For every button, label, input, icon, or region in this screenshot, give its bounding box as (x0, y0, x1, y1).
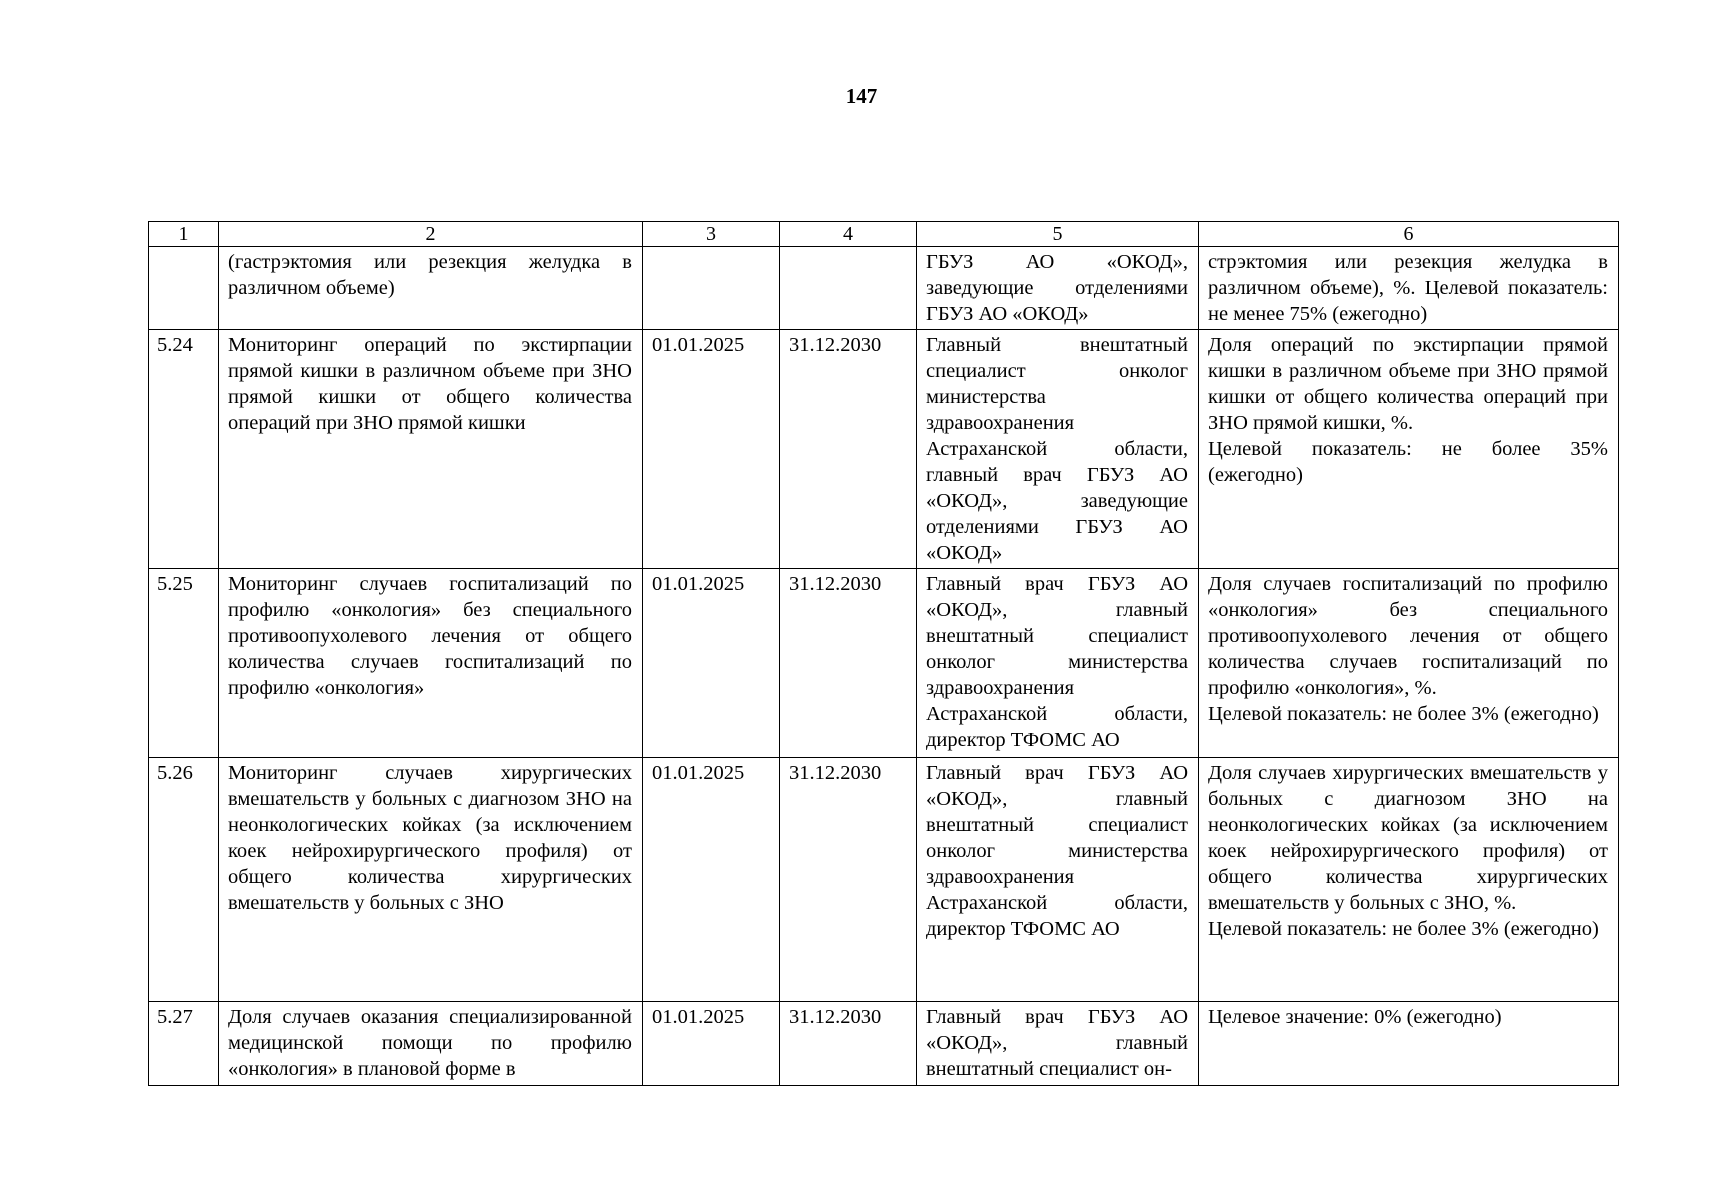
column-header: 2 (219, 222, 643, 247)
end-date (780, 247, 917, 330)
responsible-cell: Главный врач ГБУЗ АО «ОКОД», главный внештатный специалист он- (917, 1002, 1199, 1086)
table-header-row (149, 222, 1619, 247)
indicator-text: Доля случаев хирургических вмешательств у больных с диагнозом ЗНО на неонкологических койках (за исключением коек нейрохирургического профиля) от общего количества хирургических вмешательств у больных с ЗНО, %. (1208, 762, 1608, 914)
table-row-continuation (149, 247, 1619, 330)
event-cell: Доля случаев оказания специализированной медицинской помощи по профилю «онкология» в плановой форме в (219, 1002, 643, 1086)
start-date: 01.01.2025 (643, 330, 780, 569)
indicator-text: стрэктомия или резекция желудка в различном объеме), %. Целевой показатель: не менее 75% (ежегодно) (1208, 251, 1608, 325)
responsible-cell: Главный внештатный специалист онколог министерства здравоохранения Астраханской области, главный врач ГБУЗ АО «ОКОД», заведующие отделениями ГБУЗ АО «ОКОД» (917, 330, 1199, 569)
plan-table (148, 221, 1619, 1086)
row-number (149, 247, 219, 330)
end-date: 31.12.2030 (780, 330, 917, 569)
indicator-text: Целевое значение: 0% (ежегодно) (1208, 1006, 1502, 1028)
row-number: 5.24 (149, 330, 219, 569)
table-row (149, 758, 1619, 1002)
row-number: 5.27 (149, 1002, 219, 1086)
start-date: 01.01.2025 (643, 758, 780, 1002)
indicator-target: Целевой показатель: не более 3% (ежегодно) (1208, 703, 1599, 725)
event-cell: Мониторинг случаев хирургических вмешательств у больных с диагнозом ЗНО на неонкологических койках (за исключением коек нейрохирургического профиля) от общего количества хирургических вмешательств у больных с ЗНО (219, 758, 643, 1002)
column-header: 6 (1199, 222, 1619, 247)
table-row (149, 330, 1619, 569)
indicator-cell (1199, 569, 1619, 758)
event-cell: (гастрэктомия или резекция желудка в различном объеме) (219, 247, 643, 330)
event-cell: Мониторинг операций по экстирпации прямой кишки в различном объеме при ЗНО прямой кишки от общего количества операций при ЗНО прямой кишки (219, 330, 643, 569)
row-number: 5.26 (149, 758, 219, 1002)
column-header: 4 (780, 222, 917, 247)
responsible-cell: Главный врач ГБУЗ АО «ОКОД», главный внештатный специалист онколог министерства здравоохранения Астраханской области, директор ТФОМС АО (917, 569, 1199, 758)
indicator-cell (1199, 1002, 1619, 1086)
indicator-target: Целевой показатель: не более 3% (ежегодно) (1208, 918, 1599, 940)
end-date: 31.12.2030 (780, 569, 917, 758)
column-header: 5 (917, 222, 1199, 247)
page-number: 147 (845, 84, 878, 108)
row-number: 5.25 (149, 569, 219, 758)
indicator-cell (1199, 330, 1619, 569)
table-row (149, 1002, 1619, 1086)
start-date: 01.01.2025 (643, 569, 780, 758)
column-header: 1 (149, 222, 219, 247)
start-date (643, 247, 780, 330)
indicator-text: Доля операций по экстирпации прямой кишки в различном объеме при ЗНО прямой кишки от общего количества операций при ЗНО прямой кишки, %. (1208, 334, 1608, 434)
responsible-cell: Главный врач ГБУЗ АО «ОКОД», главный внештатный специалист онколог министерства здравоохранения Астраханской области, директор ТФОМС АО (917, 758, 1199, 1002)
end-date: 31.12.2030 (780, 758, 917, 1002)
start-date: 01.01.2025 (643, 1002, 780, 1086)
indicator-cell (1199, 758, 1619, 1002)
column-header: 3 (643, 222, 780, 247)
event-cell: Мониторинг случаев госпитализаций по профилю «онкология» без специального противоопухолевого лечения от общего количества случаев госпитализаций по профилю «онкология» (219, 569, 643, 758)
responsible-cell: ГБУЗ АО «ОКОД», заведующие отделениями ГБУЗ АО «ОКОД» (917, 247, 1199, 330)
indicator-cell (1199, 247, 1619, 330)
table-row (149, 569, 1619, 758)
indicator-target: Целевой показатель: не более 35% (ежегодно) (1208, 438, 1608, 486)
indicator-text: Доля случаев госпитализаций по профилю «онкология» без специального противоопухолевого лечения от общего количества случаев госпитализаций по профилю «онкология», %. (1208, 573, 1608, 699)
end-date: 31.12.2030 (780, 1002, 917, 1086)
